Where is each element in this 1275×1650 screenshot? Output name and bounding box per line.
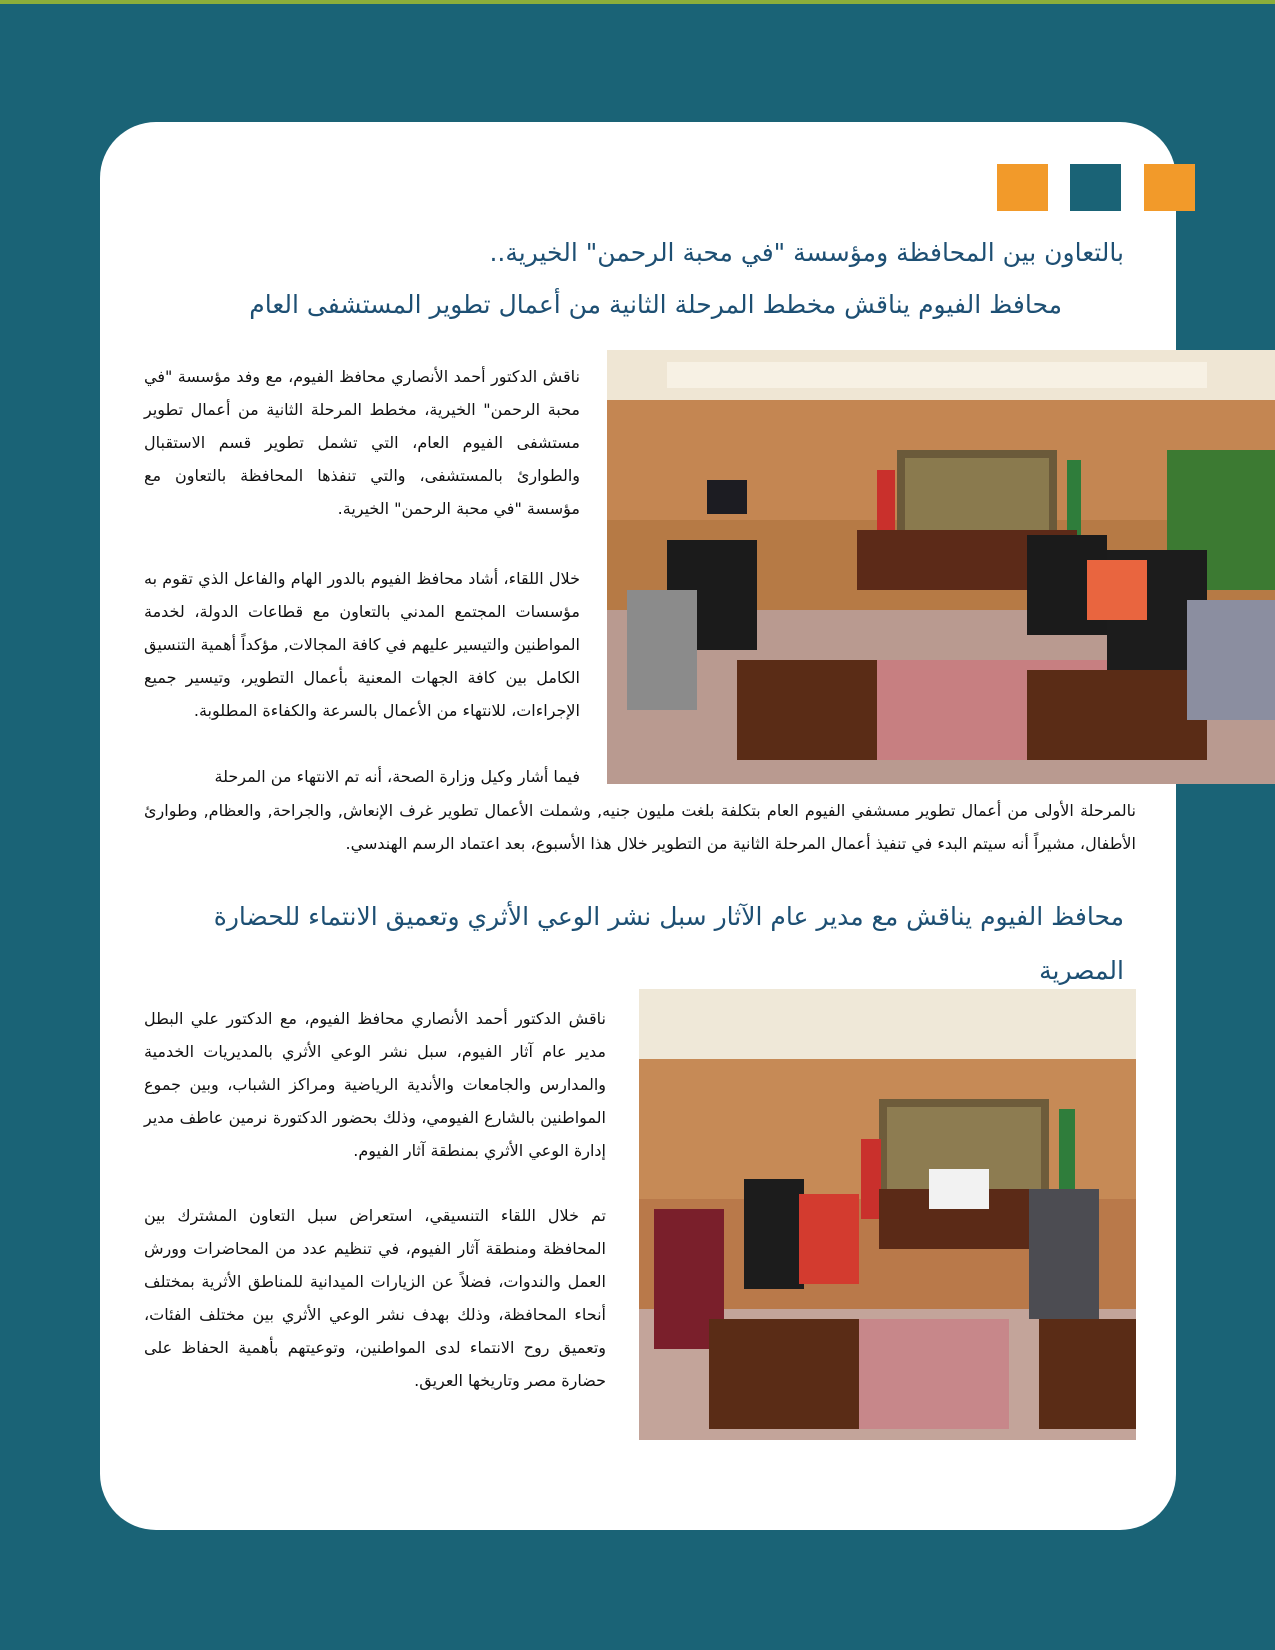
article2-paragraph-1: ناقش الدكتور أحمد الأنصاري محافظ الفيوم، مع الدكتور علي البطل مدير عام آثار الفيوم، سبل نشر الوعي الأثري بالمديريات الخدمية والمدارس والجامعات والأندية الرياضية ومراكز الشباب، وبين جموع المواطنين بالشارع الفيومي، وذلك بحضور الدكتورة نرمين عاطف مدير إدارة الوعي الأثري بمنطقة آثار الفيوم. [144,1009,606,1160]
article1-kicker: بالتعاون بين المحافظة ومؤسسة "في محبة الرحمن" الخيرية.. [489,238,1124,267]
article1-paragraph-1: ناقش الدكتور أحمد الأنصاري محافظ الفيوم، مع وفد مؤسسة "في محبة الرحمن" الخيرية، مخطط المرحلة الثانية من أعمال تطوير مستشفى الفيوم العام، التي تشمل تطوير قسم الاستقبال والطوارئ بالمستشفى، والتي تنفذها المحافظة بالتعاون مع مؤسسة "في محبة الرحمن" الخيرية. [144,367,580,518]
article2-paragraph-2: تم خلال اللقاء التنسيقي، استعراض سبل التعاون المشترك بين المحافظة ومنطقة آثار الفيوم، في تنظيم عدد من المحاضرات وورش العمل والندوات، فضلاً عن الزيارات الميدانية للمناطق الأثرية بمختلف أنحاء المحافظة، وذلك بهدف نشر الوعي الأثري بين مختلف الفئات، وتعميق روح الانتماء لدى المواطنين، وتوعيتهم بأهمية الحفاظ على حضارة مصر وتاريخها العريق. [144,1206,606,1390]
meeting-photo-2 [639,989,1136,1440]
article1-title: محافظ الفيوم يناقش مخطط المرحلة الثانية من أعمال تطوير المستشفى العام [249,290,1062,319]
article1-paragraph-2: خلال اللقاء، أشاد محافظ الفيوم بالدور الهام والفاعل الذي تقوم به مؤسسات المجتمع المدني بالتعاون مع قطاعات الدولة، لخدمة المواطنين والتيسير عليهم في كافة المجالات, مؤكداً أهمية التنسيق الكامل بين كافة الجهات المعنية بأعمال التطوير، وتيسير جميع الإجراءات، للانتهاء من الأعمال بالسرعة والكفاءة المطلوبة. [144,569,580,720]
orange-square-right [1144,164,1195,211]
article2-title-line-1: محافظ الفيوم يناقش مع مدير عام الآثار سبل نشر الوعي الأثري وتعميق الانتماء للحضارة [213,902,1124,931]
meeting-photo-1 [607,350,1275,784]
orange-square-left [997,164,1048,211]
article1-paragraph-3: فيما أشار وكيل وزارة الصحة، أنه تم الانتهاء من المرحلة [214,767,580,786]
teal-square-middle [1070,164,1121,211]
top-accent-line [0,0,1275,4]
article2-title-line-2: المصرية [1039,956,1124,985]
article1-paragraph-4: نالمرحلة الأولى من أعمال تطوير مسشفي الفيوم العام بتكلفة بلغت مليون جنيه, وشملت الأعمال تطوير غرف الإنعاش, والجراحة, والعظام, وطوارئ الأطفال، مشيراً أنه سيتم البدء في تنفيذ أعمال المرحلة الثانية من التطوير خلال هذا الأسبوع، بعد اعتماد الرسم الهندسي. [144,801,1136,853]
